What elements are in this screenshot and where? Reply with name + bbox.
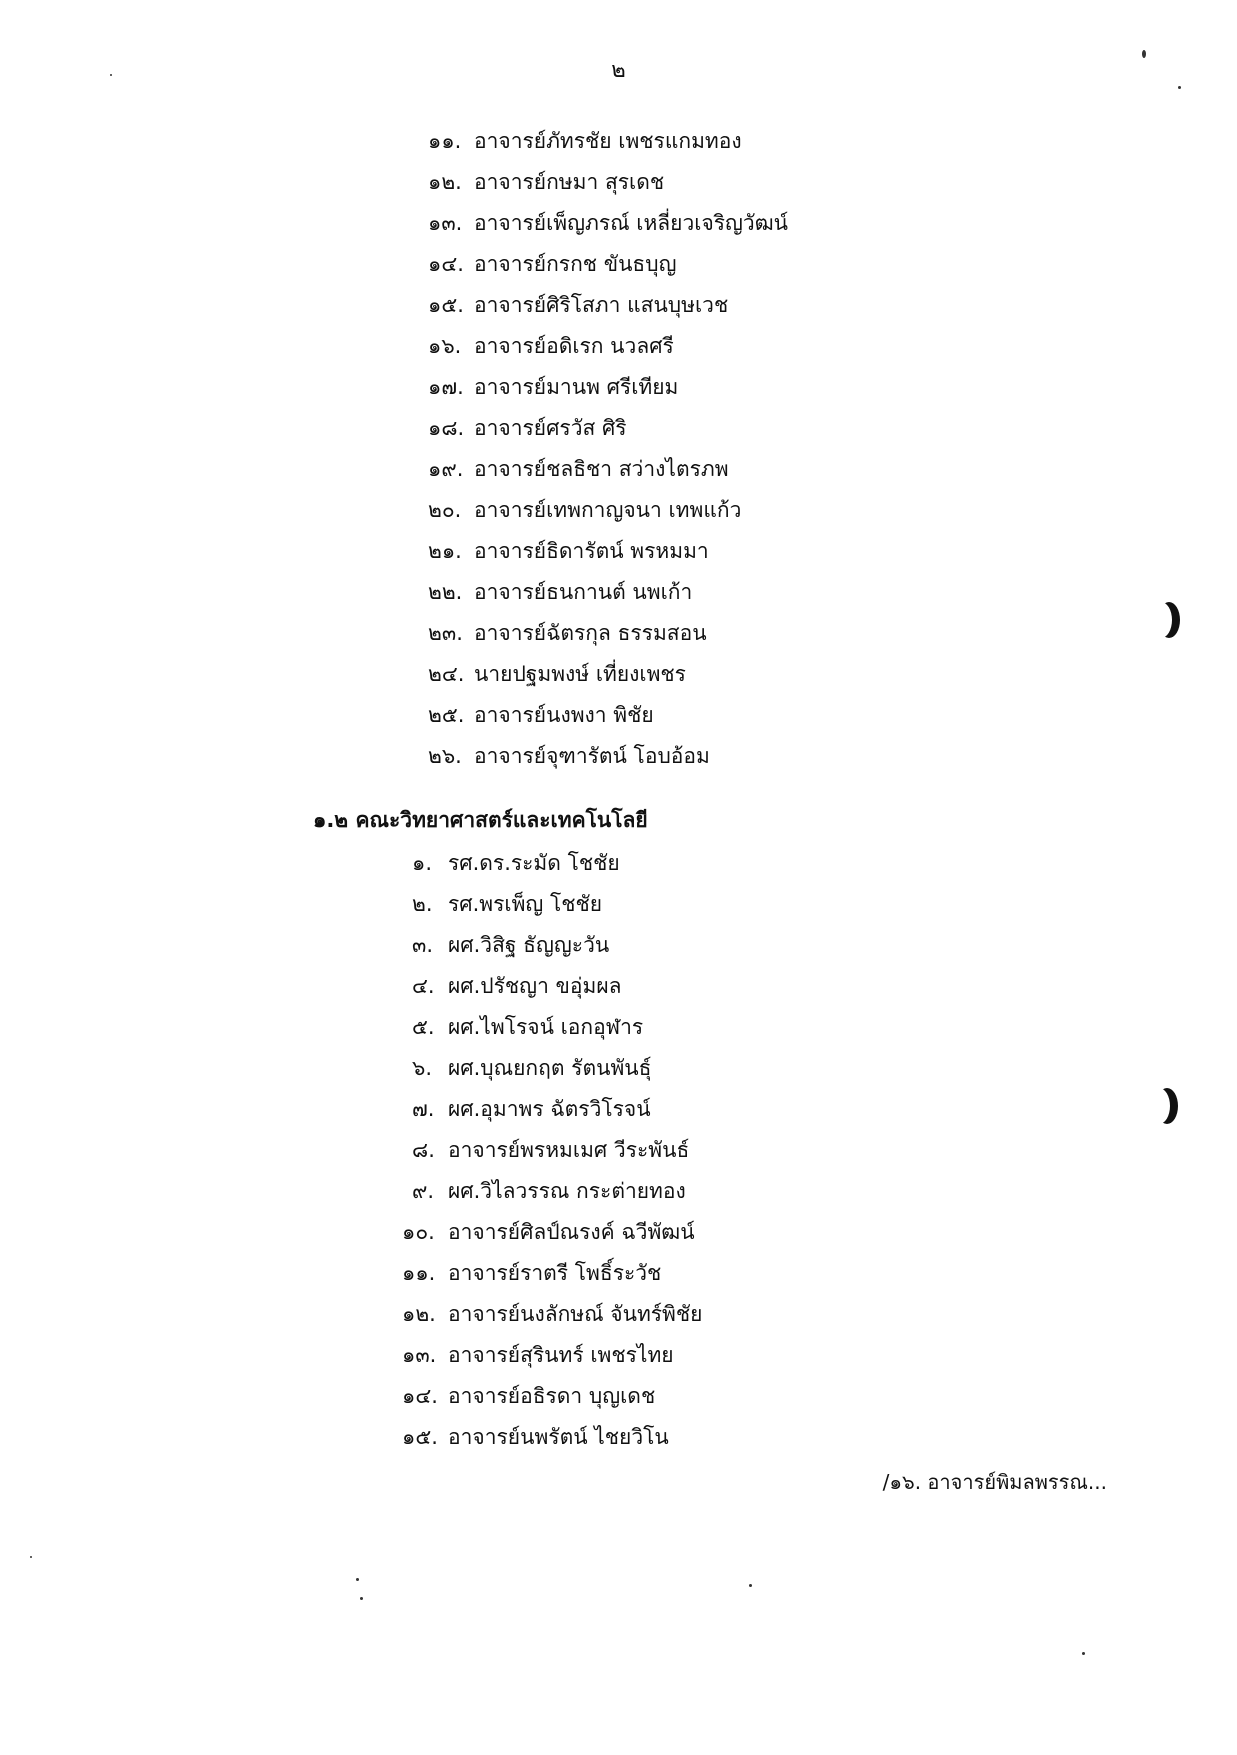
item-number: ๒.	[412, 892, 433, 916]
scan-speck	[1178, 86, 1181, 89]
scan-speck	[110, 74, 112, 76]
list-item	[412, 966, 702, 1007]
list-item	[428, 736, 788, 777]
punch-hole-mark	[1148, 1088, 1170, 1124]
faculty-list-1	[428, 121, 788, 777]
item-number: ๑๒.	[428, 170, 462, 194]
item-name: อาจารย์เพ็ญภรณ์ เหลี่ยวเจริญวัฒน์	[474, 211, 789, 235]
list-item	[428, 449, 788, 490]
item-number: ๑.	[412, 851, 433, 875]
punch-hole-mark	[1150, 602, 1172, 638]
list-item	[412, 925, 702, 966]
list-item	[428, 613, 788, 654]
item-number: ๒๖.	[428, 744, 462, 768]
item-name: นายปฐมพงษ์ เที่ยงเพชร	[474, 662, 686, 686]
item-name: อาจารย์กรกช ขันธบุญ	[474, 252, 677, 276]
list-item	[402, 1294, 702, 1335]
list-item	[412, 884, 702, 925]
item-name: อาจารย์ศรวัส ศิริ	[474, 416, 627, 440]
item-number: ๑๕.	[428, 293, 464, 317]
item-name: อาจารย์กษมา สุรเดช	[474, 170, 665, 194]
page-number: ๒	[611, 58, 626, 83]
scan-speck	[1142, 50, 1146, 58]
list-item	[428, 654, 788, 695]
list-item	[428, 326, 788, 367]
item-name: รศ.ดร.ระมัด โชชัย	[448, 851, 620, 875]
item-number: ๒๓.	[428, 621, 463, 645]
section-heading: ๑.๒ คณะวิทยาศาสตร์และเทคโนโลยี	[313, 808, 648, 832]
list-item	[402, 1212, 702, 1253]
item-name: ผศ.บุณยกฤต รัตนพันธุ์	[448, 1056, 652, 1080]
list-item	[428, 203, 788, 244]
item-number: ๔.	[412, 974, 435, 998]
list-item	[412, 1048, 702, 1089]
item-name: ผศ.ปรัชญา ขอุ่มผล	[448, 974, 622, 998]
list-item	[412, 1130, 702, 1171]
item-name: อาจารย์นงลักษณ์ จันทร์พิชัย	[448, 1302, 703, 1326]
list-item	[412, 1171, 702, 1212]
item-number: ๒๑.	[428, 539, 462, 563]
list-item	[402, 1376, 702, 1417]
item-number: ๘.	[412, 1138, 435, 1162]
item-name: อาจารย์มานพ ศรีเทียม	[474, 375, 679, 399]
item-name: อาจารย์ศิลป์ณรงค์ ฉวีพัฒน์	[448, 1220, 695, 1244]
item-name: อาจารย์พรหมเมศ วีระพันธ์	[448, 1138, 690, 1162]
list-item	[402, 1253, 702, 1294]
item-name: อาจารย์ศิริโสภา แสนบุษเวช	[474, 293, 729, 317]
list-item	[412, 1007, 702, 1048]
item-number: ๑๑.	[402, 1261, 436, 1285]
item-name: รศ.พรเพ็ญ โชชัย	[448, 892, 603, 916]
list-item	[428, 244, 788, 285]
item-number: ๒๐.	[428, 498, 462, 522]
item-name: อาจารย์สุรินทร์ เพชรไทย	[448, 1343, 674, 1367]
item-name: ผศ.วิไลวรรณ กระต่ายทอง	[448, 1179, 686, 1203]
item-name: ผศ.ไพโรจน์ เอกอุฬาร	[448, 1015, 644, 1039]
item-name: อาจารย์ภัทรชัย เพชรแกมทอง	[474, 129, 742, 153]
item-number: ๗.	[412, 1097, 435, 1121]
item-number: ๑๙.	[428, 457, 464, 481]
item-name: อาจารย์ธิดารัตน์ พรหมมา	[474, 539, 709, 563]
item-number: ๑๖.	[428, 334, 462, 358]
item-number: ๑๘.	[428, 416, 465, 440]
item-number: ๑๑.	[428, 129, 462, 153]
scan-speck	[1082, 1652, 1085, 1655]
list-item	[402, 1417, 702, 1458]
item-number: ๑๓.	[428, 211, 463, 235]
list-item	[402, 1335, 702, 1376]
item-name: อาจารย์จุฑารัตน์ โอบอ้อม	[474, 744, 710, 768]
item-number: ๕.	[412, 1015, 435, 1039]
item-name: อาจารย์นพรัตน์ ไชยวิโน	[448, 1425, 669, 1449]
item-number: ๑๗.	[428, 375, 464, 399]
scan-speck	[360, 1597, 363, 1600]
list-item	[428, 408, 788, 449]
list-item	[412, 843, 702, 884]
list-item	[428, 695, 788, 736]
item-number: ๑๕.	[402, 1425, 438, 1449]
item-name: อาจารย์ฉัตรกุล ธรรมสอน	[474, 621, 707, 645]
item-number: ๒๕.	[428, 703, 465, 727]
list-item	[428, 162, 788, 203]
list-item	[428, 490, 788, 531]
item-number: ๒๒.	[428, 580, 463, 604]
item-name: อาจารย์ราตรี โพธิ์ระวัช	[448, 1261, 662, 1285]
list-item	[428, 572, 788, 613]
item-number: ๙.	[412, 1179, 435, 1203]
item-number: ๑๓.	[402, 1343, 437, 1367]
item-name: อาจารย์นงพงา พิชัย	[474, 703, 654, 727]
item-number: ๑๒.	[402, 1302, 436, 1326]
item-number: ๑๔.	[428, 252, 464, 276]
item-name: อาจารย์อดิเรก นวลศรี	[474, 334, 674, 358]
item-name: ผศ.อุมาพร ฉัตรวิโรจน์	[448, 1097, 651, 1121]
item-number: ๑๐.	[402, 1220, 435, 1244]
scan-speck	[30, 1556, 32, 1558]
item-name: อาจารย์ชลธิชา สว่างไตรภพ	[474, 457, 729, 481]
list-item	[428, 285, 788, 326]
list-item	[412, 1089, 702, 1130]
item-name: อาจารย์ธนกานต์ นพเก้า	[474, 580, 693, 604]
item-number: ๓.	[412, 933, 434, 957]
item-name: อาจารย์อธิรดา บุญเดช	[448, 1384, 656, 1408]
list-item	[428, 531, 788, 572]
item-name: ผศ.วิสิฐ ธัญญะวัน	[448, 933, 610, 957]
item-number: ๒๔.	[428, 662, 465, 686]
list-item	[428, 367, 788, 408]
scan-speck	[356, 1578, 359, 1581]
scan-speck	[749, 1584, 752, 1587]
item-number: ๑๔.	[402, 1384, 438, 1408]
list-item	[428, 121, 788, 162]
item-name: อาจารย์เทพกาญจนา เทพแก้ว	[474, 498, 742, 522]
continuation-note: /๑๖. อาจารย์พิมลพรรณ...	[882, 1470, 1107, 1494]
item-number: ๖.	[412, 1056, 433, 1080]
faculty-list-2	[402, 843, 703, 1458]
